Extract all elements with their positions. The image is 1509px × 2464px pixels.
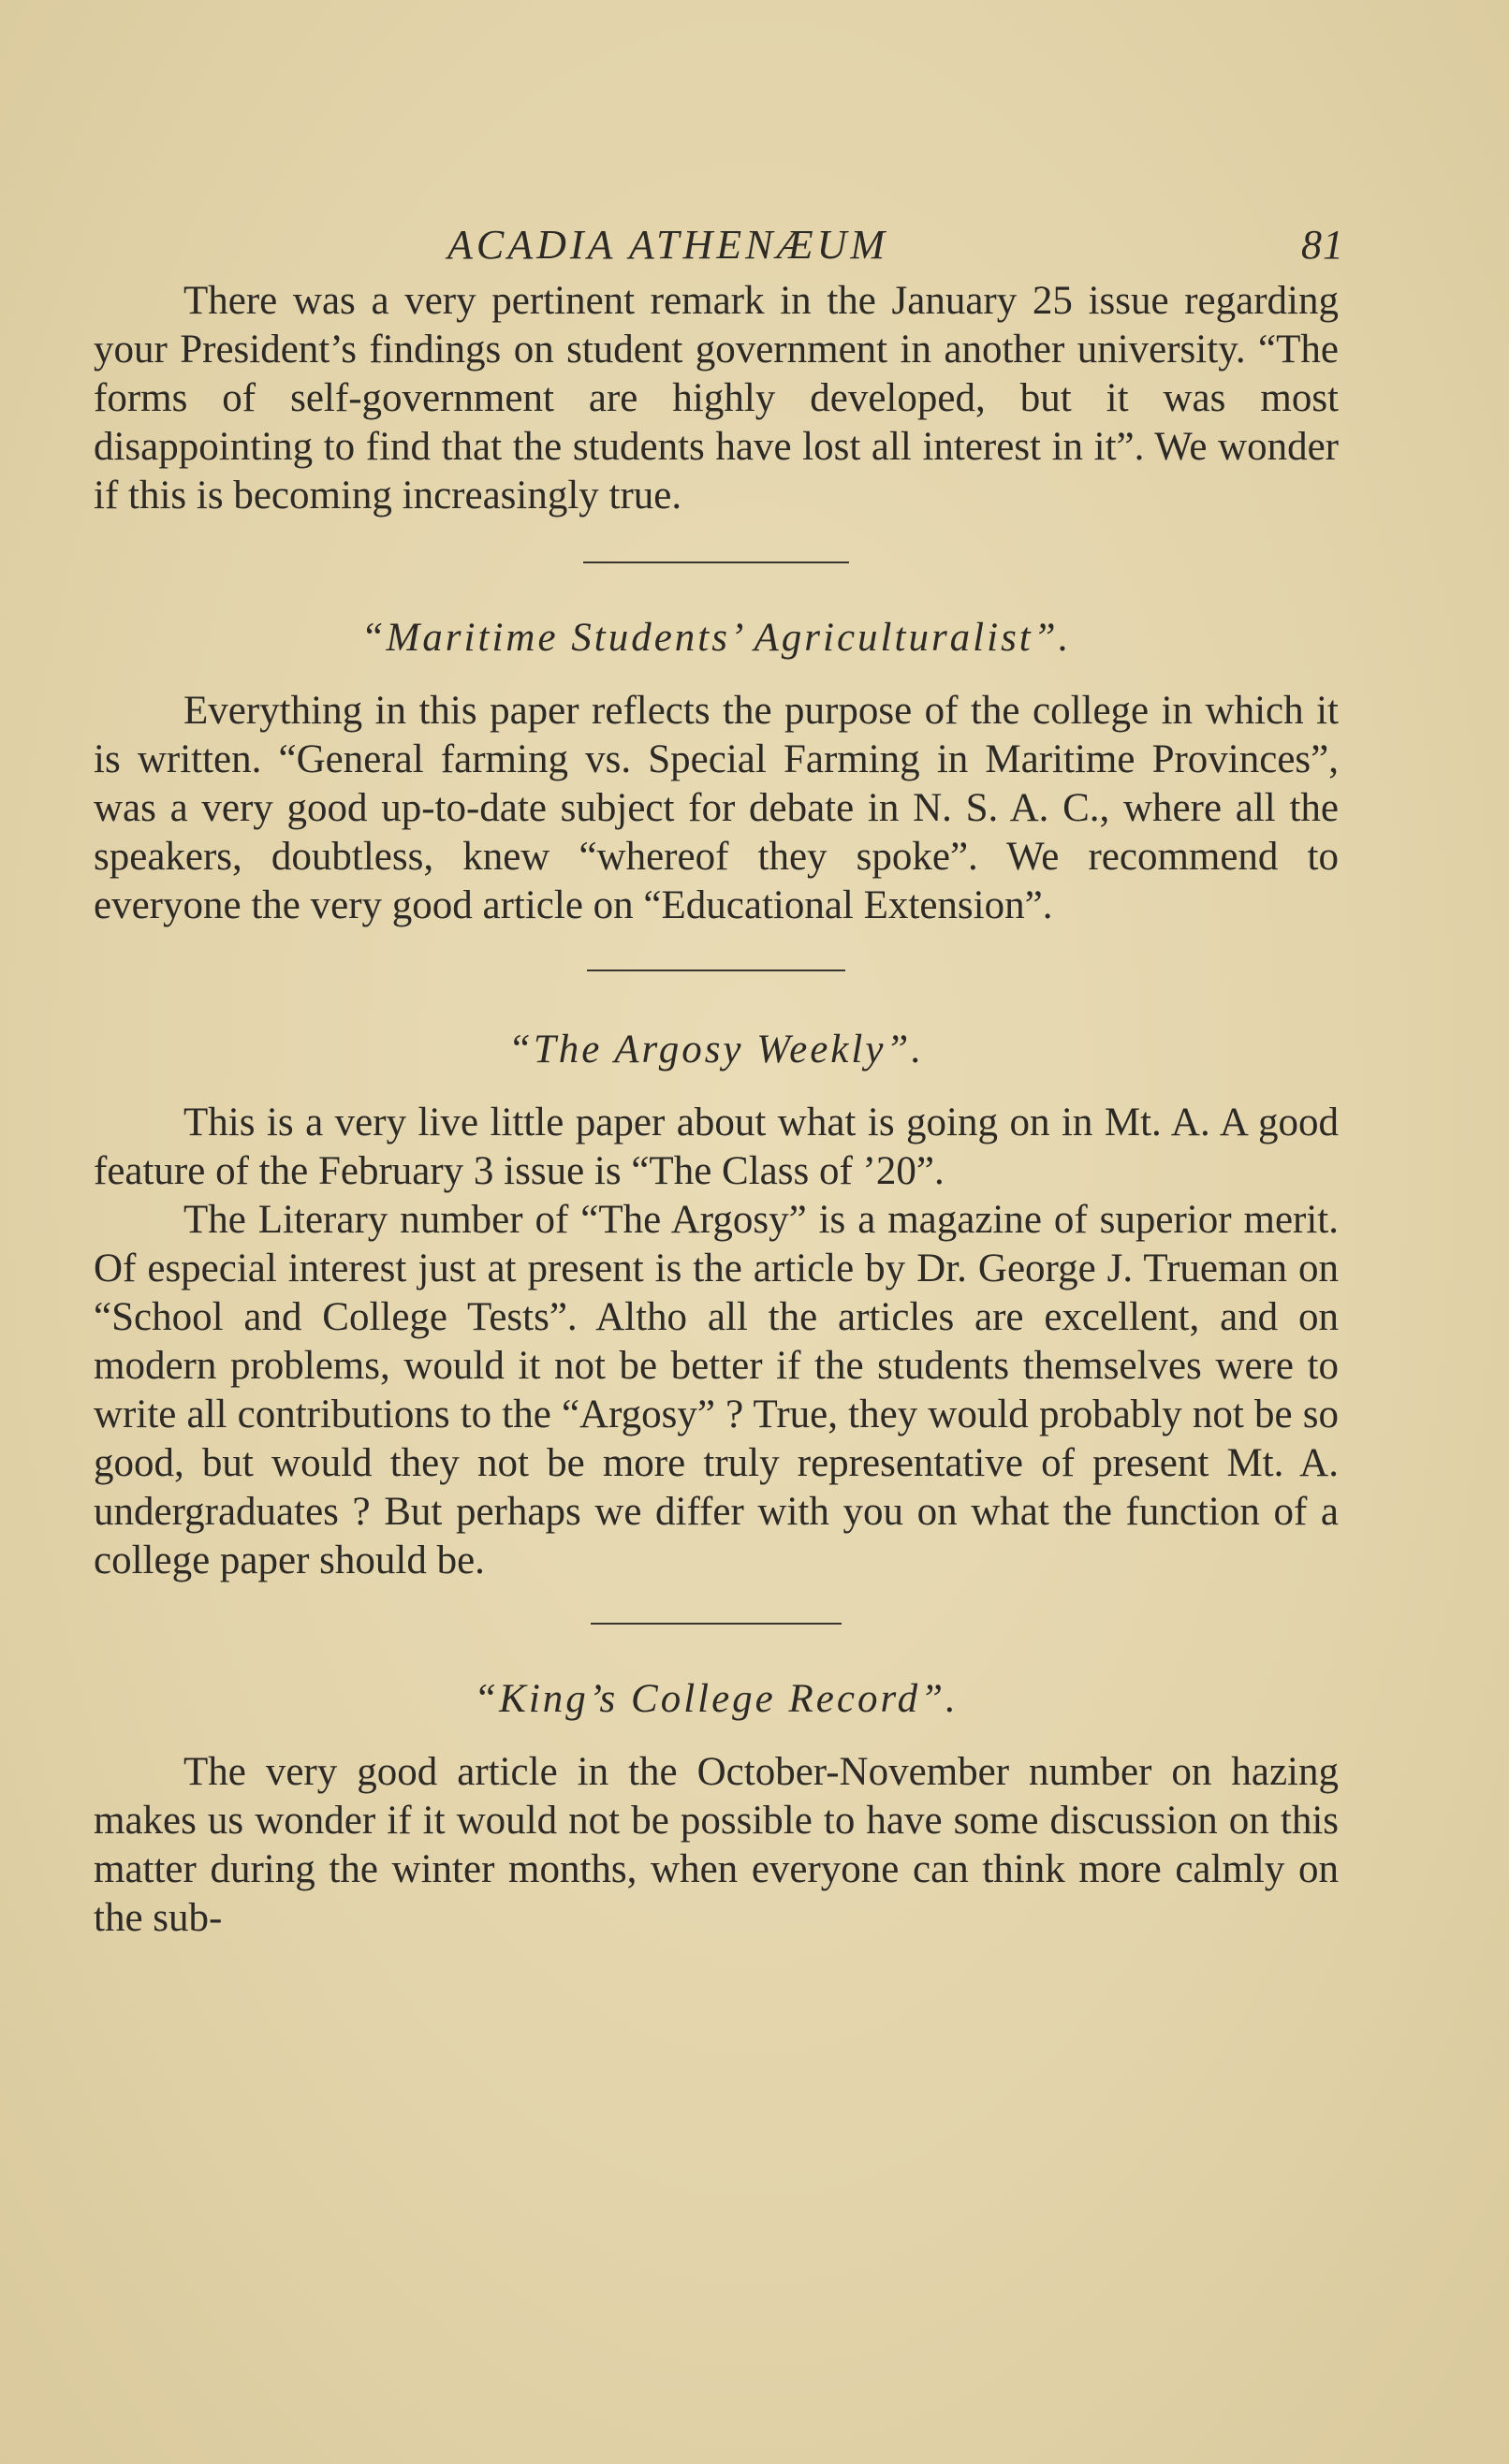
- section-kings: [94, 1675, 1339, 1943]
- section-title: “King’s College Record”.: [474, 1677, 959, 1721]
- section-title: “Maritime Students’ Agriculturalist”.: [360, 616, 1072, 660]
- section-divider: [583, 561, 849, 563]
- paragraph: This is a very live little paper about what is going on in Mt. A. A good feature of the February 3 issue is “The Class of ’20”.: [94, 1101, 1339, 1193]
- section-divider: [587, 970, 845, 971]
- paragraph: There was a very pertinent remark in the January 25 issue regarding your President’s findings on student government in another university. “The forms of self-government are highly developed, but it was most disappointing to find that the students have lost all interest in it”. We wonder if this is becoming increasingly true.: [94, 279, 1339, 518]
- section-title: “The Argosy Weekly”.: [507, 1028, 925, 1072]
- paragraph: The very good article in the October-November number on hazing makes us wonder if it would not be possible to have some discussion on this matter during the winter months, when everyone can think more calmly on the sub-: [94, 1750, 1339, 1940]
- paragraph: Everything in this paper reflects the purpose of the college in which it is written. “General farming vs. Special Farming in Maritime Provinces”, was a very good up-to-date subject for debate in N. S. A. C., where all the speakers, doubtless, knew “whereof they spoke”. We recommend to everyone the very good article on “Educational Extension”.: [94, 689, 1339, 927]
- paragraph: The Literary number of “The Argosy” is a magazine of superior merit. Of especial interest just at present is the article by Dr. George J. Trueman on “School and College Tests”. Altho all the articles are excellent, and on modern problems, would it not be better if the students themselves were to write all contributions to the “Argosy” ? True, they would probably not be so good, but would they not be more truly representative of present Mt. A. undergraduates ? But perhaps we differ with you on what the function of a college paper should be.: [94, 1198, 1339, 1582]
- section-maritime: [94, 614, 1339, 930]
- section-intro: [94, 277, 1339, 520]
- section-argosy: [94, 1026, 1339, 1585]
- page-number: 81: [1301, 222, 1344, 268]
- running-title: ACADIA ATHENÆUM: [447, 222, 889, 268]
- document-page: [94, 221, 1344, 1943]
- section-divider: [591, 1623, 842, 1625]
- page-header: [94, 221, 1344, 277]
